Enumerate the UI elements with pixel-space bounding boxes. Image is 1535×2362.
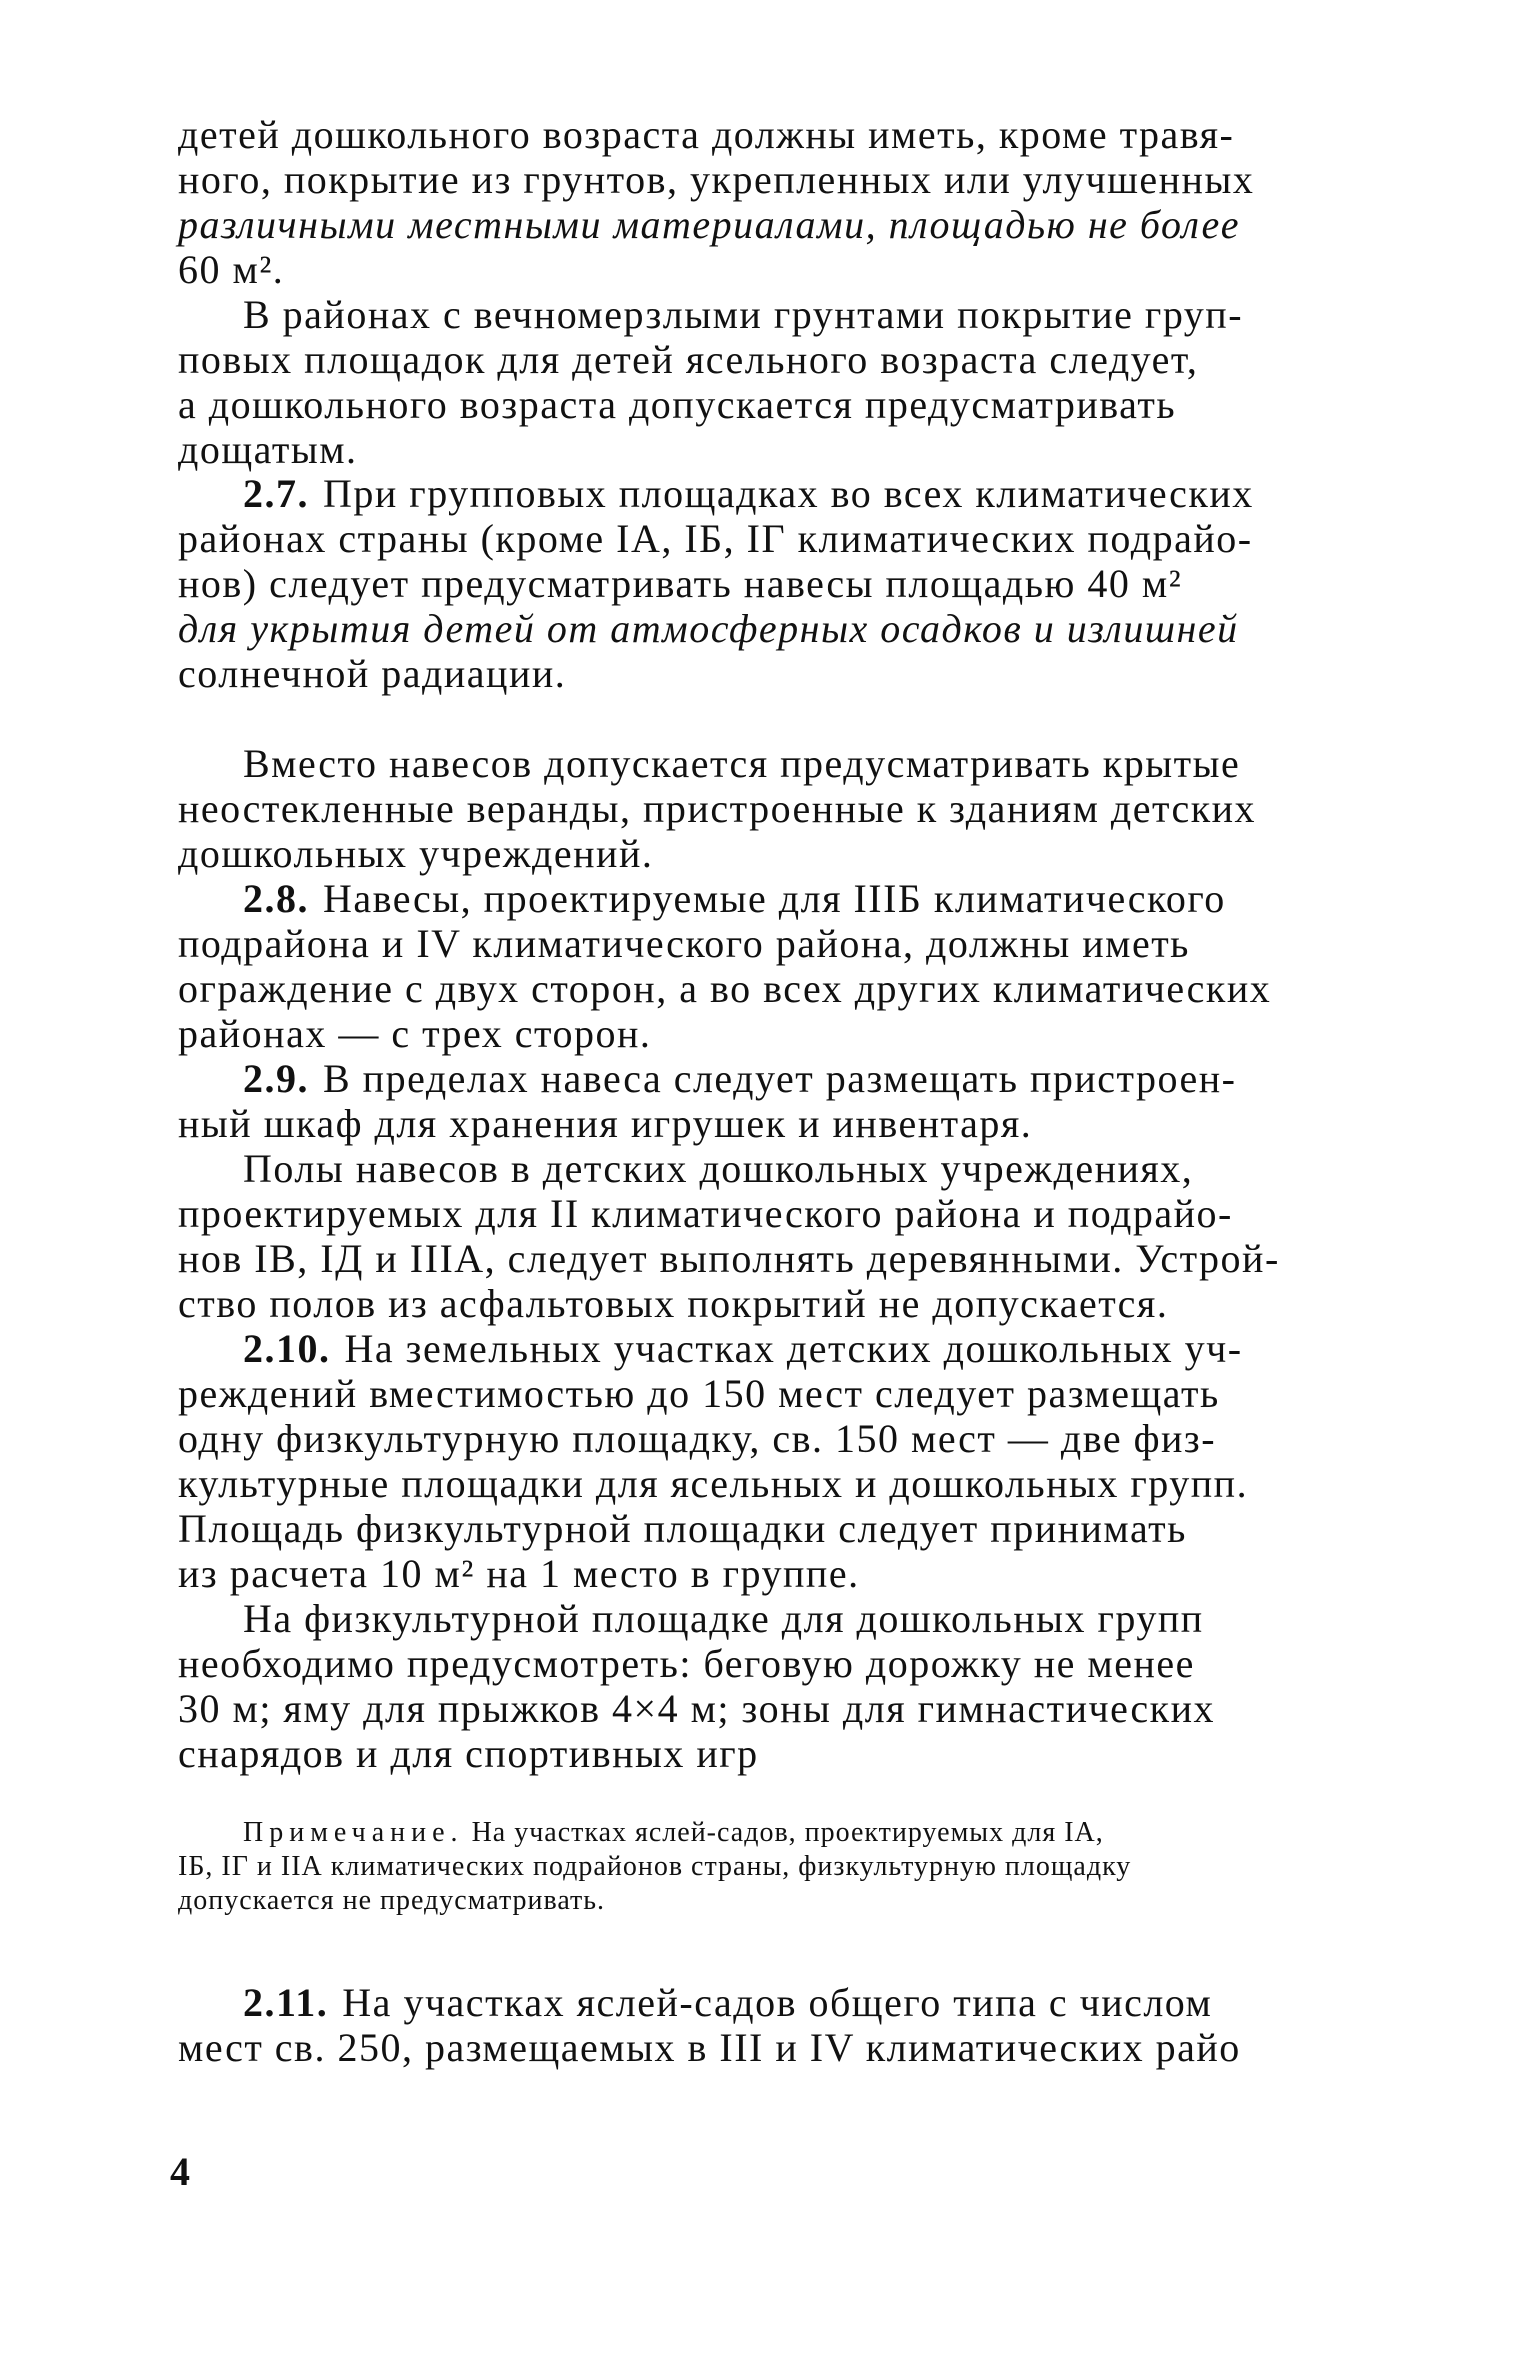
text-line: В районах с вечномерзлыми грунтами покрытие груп- bbox=[243, 292, 1244, 337]
section-number: 2.11. bbox=[243, 1980, 329, 2025]
section-2-7 bbox=[178, 471, 1358, 696]
note-label: Примечание. bbox=[243, 1817, 464, 1848]
note-line-body: На участках яслей-садов, проектируемых для IА, bbox=[471, 1817, 1104, 1848]
paragraph-4 bbox=[178, 741, 1358, 876]
note-line: IБ, IГ и IIА климатических подрайонов страны, физкультурную площадку bbox=[178, 1851, 1132, 1882]
text-line: мест св. 250, размещаемых в III и IV климатических райо bbox=[178, 2025, 1241, 2070]
text-line: дошкольных учреждений. bbox=[178, 831, 654, 876]
text-line: детей дошкольного возраста должны иметь, кроме травя- bbox=[178, 112, 1235, 157]
text-line bbox=[178, 1980, 1358, 2025]
text-line: реждений вместимостью до 150 мест следует размещать bbox=[178, 1371, 1220, 1416]
text-line: 30 м; яму для прыжков 4×4 м; зоны для гимнастических bbox=[178, 1686, 1215, 1731]
section-number: 2.7. bbox=[243, 471, 309, 516]
text-line: неостекленные веранды, пристроенные к зданиям детских bbox=[178, 786, 1257, 831]
text-line: необходимо предусмотреть: беговую дорожку не менее bbox=[178, 1641, 1195, 1686]
text-line: различными местными материалами, площадью не более bbox=[178, 202, 1240, 247]
text-line bbox=[178, 471, 1358, 516]
text-line-body: При групповых площадках во всех климатических bbox=[323, 471, 1254, 516]
text-line: повых площадок для детей ясельного возраста следует, bbox=[178, 337, 1199, 382]
text-line: дощатым. bbox=[178, 427, 358, 472]
text-line: культурные площадки для ясельных и дошкольных групп. bbox=[178, 1461, 1249, 1506]
text-line: ного, покрытие из грунтов, укрепленных или улучшенных bbox=[178, 157, 1255, 202]
text-line: для укрытия детей от атмосферных осадков и излишней bbox=[178, 606, 1239, 651]
page-number: 4 bbox=[170, 2149, 190, 2194]
text-line bbox=[178, 1326, 1358, 1371]
paragraph-9 bbox=[178, 1596, 1358, 1776]
section-2-8 bbox=[178, 876, 1358, 1056]
text-line: проектируемых для II климатического района и подрайо- bbox=[178, 1191, 1233, 1236]
text-line: подрайона и IV климатического района, должны иметь bbox=[178, 921, 1190, 966]
text-line-body: На земельных участках детских дошкольных уч- bbox=[344, 1326, 1243, 1371]
note-line: допускается не предусматривать. bbox=[178, 1885, 606, 1916]
section-2-10 bbox=[178, 1326, 1358, 1596]
text-line: снарядов и для спортивных игр bbox=[178, 1731, 759, 1776]
text-line bbox=[178, 876, 1358, 921]
section-number: 2.9. bbox=[243, 1056, 309, 1101]
text-line: Вместо навесов допускается предусматривать крытые bbox=[243, 741, 1241, 786]
paragraph-2 bbox=[178, 292, 1358, 472]
text-line-body: В пределах навеса следует размещать пристроен- bbox=[323, 1056, 1237, 1101]
text-line: нов) следует предусматривать навесы площадью 40 м² bbox=[178, 561, 1183, 606]
section-number: 2.8. bbox=[243, 876, 309, 921]
text-line: Площадь физкультурной площадки следует принимать bbox=[178, 1506, 1187, 1551]
section-2-9 bbox=[178, 1056, 1358, 1146]
note-line bbox=[178, 1816, 1358, 1850]
text-line: На физкультурной площадке для дошкольных групп bbox=[243, 1596, 1204, 1641]
text-line-body: Навесы, проектируемые для IIIБ климатического bbox=[323, 876, 1226, 921]
paragraph-7 bbox=[178, 1146, 1358, 1326]
text-line: районах страны (кроме IА, IБ, IГ климатических подрайо- bbox=[178, 516, 1253, 561]
section-number: 2.10. bbox=[243, 1326, 331, 1371]
text-line: из расчета 10 м² на 1 место в группе. bbox=[178, 1551, 860, 1596]
text-line: ограждение с двух сторон, а во всех других климатических bbox=[178, 966, 1272, 1011]
text-line: Полы навесов в детских дошкольных учреждениях, bbox=[243, 1146, 1194, 1191]
text-line: районах — с трех сторон. bbox=[178, 1011, 652, 1056]
note-block bbox=[178, 1816, 1358, 1918]
paragraph-1 bbox=[178, 112, 1358, 292]
text-line-body: На участках яслей-садов общего типа с числом bbox=[342, 1980, 1213, 2025]
text-line: одну физкультурную площадку, св. 150 мест — две физ- bbox=[178, 1416, 1217, 1461]
text-line bbox=[178, 1056, 1358, 1101]
text-line: ный шкаф для хранения игрушек и инвентаря. bbox=[178, 1101, 1033, 1146]
text-line: 60 м². bbox=[178, 247, 285, 292]
text-line: нов IВ, IД и IIIА, следует выполнять деревянными. Устрой- bbox=[178, 1236, 1280, 1281]
section-2-11 bbox=[178, 1980, 1358, 2070]
text-line: солнечной радиации. bbox=[178, 651, 567, 696]
text-line: а дошкольного возраста допускается предусматривать bbox=[178, 382, 1177, 427]
text-line: ство полов из асфальтовых покрытий не допускается. bbox=[178, 1281, 1169, 1326]
